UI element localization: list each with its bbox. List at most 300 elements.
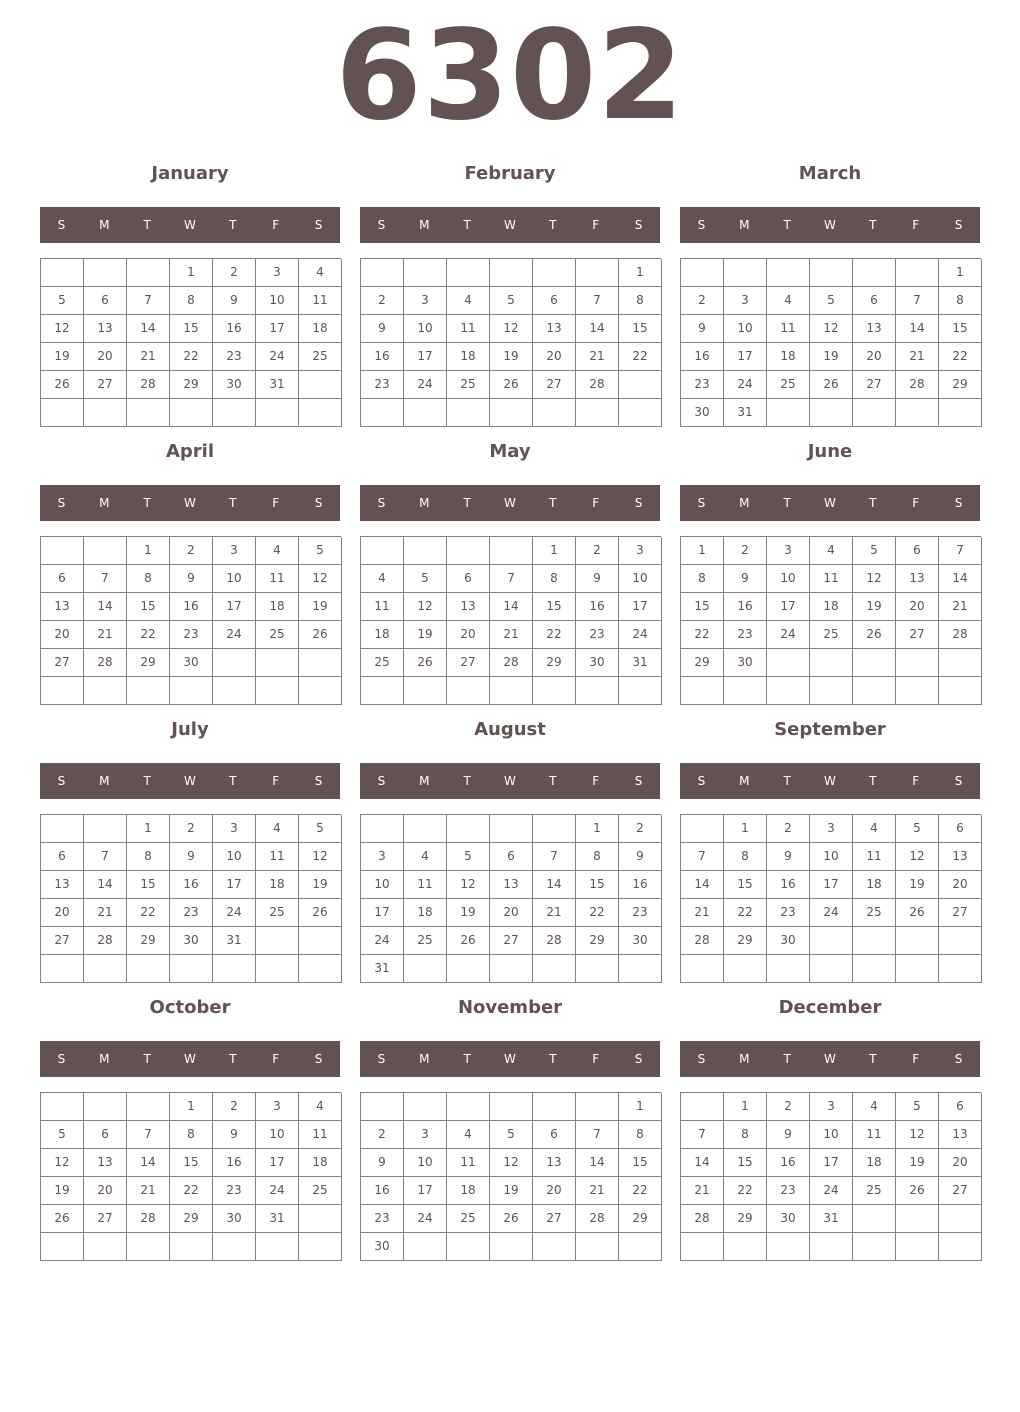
day-cell: 15 — [170, 315, 213, 343]
day-cell: 11 — [853, 1121, 896, 1149]
day-cell: 5 — [853, 537, 896, 565]
day-grid — [360, 258, 661, 427]
empty-day-cell — [896, 677, 939, 705]
empty-day-cell — [681, 1233, 724, 1261]
empty-day-cell — [404, 537, 447, 565]
day-grid — [680, 814, 981, 983]
day-cell: 20 — [447, 621, 490, 649]
weekday-label: S — [954, 1052, 963, 1066]
weekday-label: T — [229, 1052, 237, 1066]
day-cell: 8 — [619, 287, 662, 315]
day-cell: 7 — [490, 565, 533, 593]
empty-day-cell — [299, 677, 342, 705]
empty-day-cell — [447, 1093, 490, 1121]
day-cell: 3 — [404, 287, 447, 315]
day-cell: 22 — [724, 1177, 767, 1205]
weekday-label: T — [869, 774, 877, 788]
day-cell: 3 — [724, 287, 767, 315]
day-cell: 21 — [127, 343, 170, 371]
weekday-label: T — [549, 774, 557, 788]
empty-day-cell — [299, 1233, 342, 1261]
day-cell: 11 — [853, 843, 896, 871]
weekday-header — [40, 1041, 340, 1077]
day-cell: 6 — [84, 287, 127, 315]
day-cell: 14 — [681, 1149, 724, 1177]
day-cell: 3 — [361, 843, 404, 871]
day-cell: 29 — [939, 371, 982, 399]
empty-day-cell — [896, 1233, 939, 1261]
day-cell: 12 — [490, 315, 533, 343]
day-cell: 16 — [767, 871, 810, 899]
weekday-label: T — [463, 496, 471, 510]
empty-day-cell — [533, 1093, 576, 1121]
day-cell: 11 — [810, 565, 853, 593]
empty-day-cell — [404, 1093, 447, 1121]
day-cell: 26 — [896, 1177, 939, 1205]
empty-day-cell — [939, 677, 982, 705]
day-cell: 4 — [404, 843, 447, 871]
day-cell: 31 — [256, 1205, 299, 1233]
day-cell: 14 — [127, 1149, 170, 1177]
day-cell: 21 — [533, 899, 576, 927]
weekday-header — [680, 485, 980, 521]
empty-day-cell — [767, 259, 810, 287]
day-cell: 30 — [170, 927, 213, 955]
day-cell: 14 — [939, 565, 982, 593]
day-cell: 31 — [724, 399, 767, 427]
day-cell: 7 — [127, 1121, 170, 1149]
day-cell: 10 — [767, 565, 810, 593]
empty-day-cell — [127, 399, 170, 427]
empty-day-cell — [490, 399, 533, 427]
empty-day-cell — [896, 1205, 939, 1233]
day-cell: 13 — [533, 315, 576, 343]
day-cell: 26 — [810, 371, 853, 399]
day-cell: 11 — [299, 1121, 342, 1149]
weekday-label: F — [592, 218, 600, 232]
day-cell: 3 — [404, 1121, 447, 1149]
day-cell: 11 — [447, 315, 490, 343]
weekday-label: F — [912, 1052, 920, 1066]
day-cell: 16 — [767, 1149, 810, 1177]
weekday-label: T — [783, 496, 791, 510]
day-cell: 1 — [619, 1093, 662, 1121]
weekday-label: M — [739, 496, 750, 510]
empty-day-cell — [576, 677, 619, 705]
day-cell: 17 — [724, 343, 767, 371]
empty-day-cell — [853, 1205, 896, 1233]
day-cell: 6 — [939, 815, 982, 843]
day-cell: 18 — [853, 1149, 896, 1177]
day-cell: 1 — [127, 815, 170, 843]
empty-day-cell — [404, 399, 447, 427]
day-cell: 12 — [810, 315, 853, 343]
day-cell: 8 — [533, 565, 576, 593]
weekday-label: M — [419, 774, 430, 788]
weekday-label: T — [229, 496, 237, 510]
empty-day-cell — [299, 955, 342, 983]
month-title: August — [474, 719, 546, 740]
empty-day-cell — [170, 955, 213, 983]
weekday-label: W — [824, 218, 836, 232]
day-cell: 25 — [853, 1177, 896, 1205]
empty-day-cell — [576, 1233, 619, 1261]
day-cell: 7 — [939, 537, 982, 565]
day-cell: 20 — [533, 343, 576, 371]
empty-day-cell — [576, 399, 619, 427]
day-cell: 20 — [84, 1177, 127, 1205]
day-cell: 6 — [447, 565, 490, 593]
empty-day-cell — [576, 1093, 619, 1121]
day-cell: 29 — [127, 927, 170, 955]
empty-day-cell — [681, 259, 724, 287]
empty-day-cell — [767, 955, 810, 983]
day-cell: 21 — [84, 621, 127, 649]
empty-day-cell — [810, 927, 853, 955]
day-cell: 17 — [810, 871, 853, 899]
day-cell: 9 — [361, 315, 404, 343]
day-cell: 5 — [404, 565, 447, 593]
empty-day-cell — [853, 955, 896, 983]
weekday-label: F — [272, 774, 280, 788]
day-cell: 16 — [361, 343, 404, 371]
weekday-label: S — [954, 774, 963, 788]
day-cell: 8 — [619, 1121, 662, 1149]
day-cell: 17 — [404, 1177, 447, 1205]
day-grid — [40, 536, 341, 705]
day-cell: 10 — [213, 565, 256, 593]
empty-day-cell — [533, 1233, 576, 1261]
weekday-label: M — [419, 1052, 430, 1066]
empty-day-cell — [447, 1233, 490, 1261]
day-cell: 22 — [619, 343, 662, 371]
day-cell: 3 — [213, 815, 256, 843]
day-cell: 5 — [41, 287, 84, 315]
empty-day-cell — [404, 1233, 447, 1261]
day-grid — [40, 258, 341, 427]
day-cell: 5 — [896, 1093, 939, 1121]
weekday-label: W — [184, 496, 196, 510]
empty-day-cell — [404, 815, 447, 843]
day-cell: 25 — [447, 371, 490, 399]
day-cell: 23 — [213, 1177, 256, 1205]
empty-day-cell — [533, 815, 576, 843]
empty-day-cell — [490, 537, 533, 565]
empty-day-cell — [810, 955, 853, 983]
empty-day-cell — [533, 259, 576, 287]
weekday-label: T — [783, 774, 791, 788]
empty-day-cell — [41, 399, 84, 427]
empty-day-cell — [404, 677, 447, 705]
empty-day-cell — [767, 1233, 810, 1261]
day-cell: 18 — [361, 621, 404, 649]
empty-day-cell — [767, 677, 810, 705]
empty-day-cell — [681, 955, 724, 983]
day-cell: 30 — [213, 371, 256, 399]
empty-day-cell — [533, 677, 576, 705]
day-cell: 20 — [41, 621, 84, 649]
day-cell: 12 — [896, 843, 939, 871]
day-cell: 2 — [681, 287, 724, 315]
day-cell: 12 — [299, 843, 342, 871]
weekday-label: S — [634, 218, 643, 232]
empty-day-cell — [299, 371, 342, 399]
weekday-label: T — [143, 1052, 151, 1066]
day-cell: 28 — [576, 371, 619, 399]
empty-day-cell — [853, 649, 896, 677]
month-title: December — [778, 997, 882, 1018]
empty-day-cell — [490, 955, 533, 983]
day-cell: 17 — [767, 593, 810, 621]
weekday-label: F — [912, 774, 920, 788]
empty-day-cell — [724, 259, 767, 287]
day-cell: 29 — [170, 371, 213, 399]
day-cell: 1 — [170, 259, 213, 287]
day-cell: 23 — [170, 899, 213, 927]
empty-day-cell — [256, 1233, 299, 1261]
day-cell: 20 — [939, 871, 982, 899]
empty-day-cell — [724, 1233, 767, 1261]
day-cell: 13 — [853, 315, 896, 343]
day-cell: 23 — [361, 1205, 404, 1233]
empty-day-cell — [404, 259, 447, 287]
empty-day-cell — [127, 1093, 170, 1121]
day-cell: 14 — [533, 871, 576, 899]
day-cell: 6 — [533, 287, 576, 315]
empty-day-cell — [896, 927, 939, 955]
day-cell: 8 — [681, 565, 724, 593]
day-cell: 3 — [213, 537, 256, 565]
day-grid — [360, 1092, 661, 1261]
day-cell: 21 — [490, 621, 533, 649]
month-title: January — [151, 163, 229, 184]
empty-day-cell — [447, 259, 490, 287]
empty-day-cell — [810, 1233, 853, 1261]
day-cell: 2 — [170, 815, 213, 843]
day-cell: 23 — [170, 621, 213, 649]
day-cell: 1 — [724, 1093, 767, 1121]
day-cell: 28 — [939, 621, 982, 649]
day-cell: 9 — [170, 843, 213, 871]
weekday-label: S — [697, 774, 706, 788]
weekday-label: S — [634, 1052, 643, 1066]
day-cell: 27 — [84, 1205, 127, 1233]
day-cell: 22 — [576, 899, 619, 927]
day-cell: 7 — [576, 1121, 619, 1149]
empty-day-cell — [84, 537, 127, 565]
day-cell: 6 — [490, 843, 533, 871]
day-cell: 25 — [299, 343, 342, 371]
empty-day-cell — [41, 815, 84, 843]
day-cell: 21 — [576, 343, 619, 371]
weekday-label: W — [824, 496, 836, 510]
day-cell: 18 — [404, 899, 447, 927]
day-cell: 22 — [939, 343, 982, 371]
day-cell: 4 — [447, 287, 490, 315]
day-cell: 13 — [896, 565, 939, 593]
day-cell: 10 — [404, 1149, 447, 1177]
empty-day-cell — [213, 649, 256, 677]
day-cell: 15 — [533, 593, 576, 621]
day-cell: 7 — [896, 287, 939, 315]
weekday-label: S — [314, 1052, 323, 1066]
empty-day-cell — [447, 815, 490, 843]
day-cell: 11 — [404, 871, 447, 899]
weekday-label: S — [697, 218, 706, 232]
day-grid — [680, 536, 981, 705]
empty-day-cell — [939, 399, 982, 427]
day-cell: 14 — [576, 315, 619, 343]
day-cell: 21 — [127, 1177, 170, 1205]
weekday-label: T — [463, 1052, 471, 1066]
day-cell: 10 — [724, 315, 767, 343]
weekday-label: S — [954, 218, 963, 232]
day-cell: 27 — [84, 371, 127, 399]
empty-day-cell — [490, 1233, 533, 1261]
empty-day-cell — [256, 677, 299, 705]
day-cell: 6 — [853, 287, 896, 315]
day-cell: 6 — [84, 1121, 127, 1149]
month-title: October — [149, 997, 231, 1018]
day-cell: 3 — [256, 259, 299, 287]
weekday-header — [680, 763, 980, 799]
weekday-label: W — [184, 1052, 196, 1066]
day-cell: 25 — [447, 1205, 490, 1233]
weekday-label: T — [143, 774, 151, 788]
empty-day-cell — [361, 399, 404, 427]
empty-day-cell — [939, 1233, 982, 1261]
weekday-label: F — [912, 496, 920, 510]
day-cell: 16 — [619, 871, 662, 899]
day-cell: 26 — [490, 371, 533, 399]
day-cell: 8 — [170, 1121, 213, 1149]
day-cell: 29 — [681, 649, 724, 677]
day-grid — [360, 536, 661, 705]
empty-day-cell — [810, 649, 853, 677]
weekday-label: M — [99, 774, 110, 788]
day-cell: 7 — [533, 843, 576, 871]
weekday-label: S — [697, 496, 706, 510]
day-cell: 4 — [299, 1093, 342, 1121]
empty-day-cell — [299, 399, 342, 427]
day-cell: 11 — [447, 1149, 490, 1177]
day-cell: 13 — [490, 871, 533, 899]
empty-day-cell — [533, 399, 576, 427]
empty-day-cell — [256, 927, 299, 955]
empty-day-cell — [810, 399, 853, 427]
day-cell: 29 — [576, 927, 619, 955]
day-cell: 19 — [299, 871, 342, 899]
day-cell: 17 — [213, 871, 256, 899]
day-cell: 22 — [170, 1177, 213, 1205]
day-cell: 21 — [681, 899, 724, 927]
empty-day-cell — [853, 1233, 896, 1261]
empty-day-cell — [490, 815, 533, 843]
day-cell: 13 — [41, 593, 84, 621]
day-cell: 4 — [256, 815, 299, 843]
day-cell: 13 — [533, 1149, 576, 1177]
day-cell: 23 — [576, 621, 619, 649]
day-cell: 29 — [619, 1205, 662, 1233]
empty-day-cell — [939, 1205, 982, 1233]
day-cell: 18 — [767, 343, 810, 371]
day-cell: 27 — [533, 371, 576, 399]
day-cell: 27 — [41, 649, 84, 677]
day-cell: 5 — [447, 843, 490, 871]
day-cell: 30 — [213, 1205, 256, 1233]
day-cell: 18 — [256, 593, 299, 621]
day-cell: 26 — [447, 927, 490, 955]
month-title: September — [774, 719, 886, 740]
month-title: May — [489, 441, 531, 462]
day-cell: 26 — [299, 621, 342, 649]
day-cell: 4 — [447, 1121, 490, 1149]
empty-day-cell — [256, 399, 299, 427]
day-cell: 9 — [361, 1149, 404, 1177]
day-cell: 1 — [127, 537, 170, 565]
day-cell: 14 — [490, 593, 533, 621]
day-cell: 24 — [724, 371, 767, 399]
empty-day-cell — [41, 1233, 84, 1261]
day-cell: 16 — [724, 593, 767, 621]
empty-day-cell — [724, 955, 767, 983]
day-cell: 26 — [41, 371, 84, 399]
day-cell: 4 — [853, 1093, 896, 1121]
empty-day-cell — [619, 371, 662, 399]
day-cell: 27 — [490, 927, 533, 955]
day-grid — [40, 1092, 341, 1261]
empty-day-cell — [84, 815, 127, 843]
empty-day-cell — [41, 677, 84, 705]
empty-day-cell — [490, 259, 533, 287]
month-title: February — [464, 163, 556, 184]
day-cell: 17 — [213, 593, 256, 621]
empty-day-cell — [299, 649, 342, 677]
day-cell: 16 — [576, 593, 619, 621]
day-cell: 27 — [853, 371, 896, 399]
day-cell: 25 — [256, 899, 299, 927]
empty-day-cell — [576, 955, 619, 983]
month-title: November — [457, 997, 563, 1018]
year-title: 6302 — [335, 4, 685, 148]
empty-day-cell — [84, 259, 127, 287]
day-cell: 27 — [533, 1205, 576, 1233]
day-cell: 1 — [724, 815, 767, 843]
day-cell: 11 — [299, 287, 342, 315]
day-cell: 23 — [767, 899, 810, 927]
day-cell: 14 — [84, 871, 127, 899]
empty-day-cell — [681, 677, 724, 705]
empty-day-cell — [256, 955, 299, 983]
weekday-label: F — [592, 774, 600, 788]
day-cell: 29 — [533, 649, 576, 677]
empty-day-cell — [361, 677, 404, 705]
empty-day-cell — [767, 399, 810, 427]
empty-day-cell — [41, 259, 84, 287]
empty-day-cell — [213, 1233, 256, 1261]
empty-day-cell — [681, 1093, 724, 1121]
weekday-label: W — [504, 496, 516, 510]
day-cell: 10 — [810, 843, 853, 871]
day-cell: 19 — [853, 593, 896, 621]
day-cell: 2 — [724, 537, 767, 565]
day-cell: 27 — [41, 927, 84, 955]
weekday-label: W — [824, 1052, 836, 1066]
day-cell: 9 — [724, 565, 767, 593]
day-cell: 10 — [619, 565, 662, 593]
day-cell: 25 — [299, 1177, 342, 1205]
empty-day-cell — [619, 955, 662, 983]
